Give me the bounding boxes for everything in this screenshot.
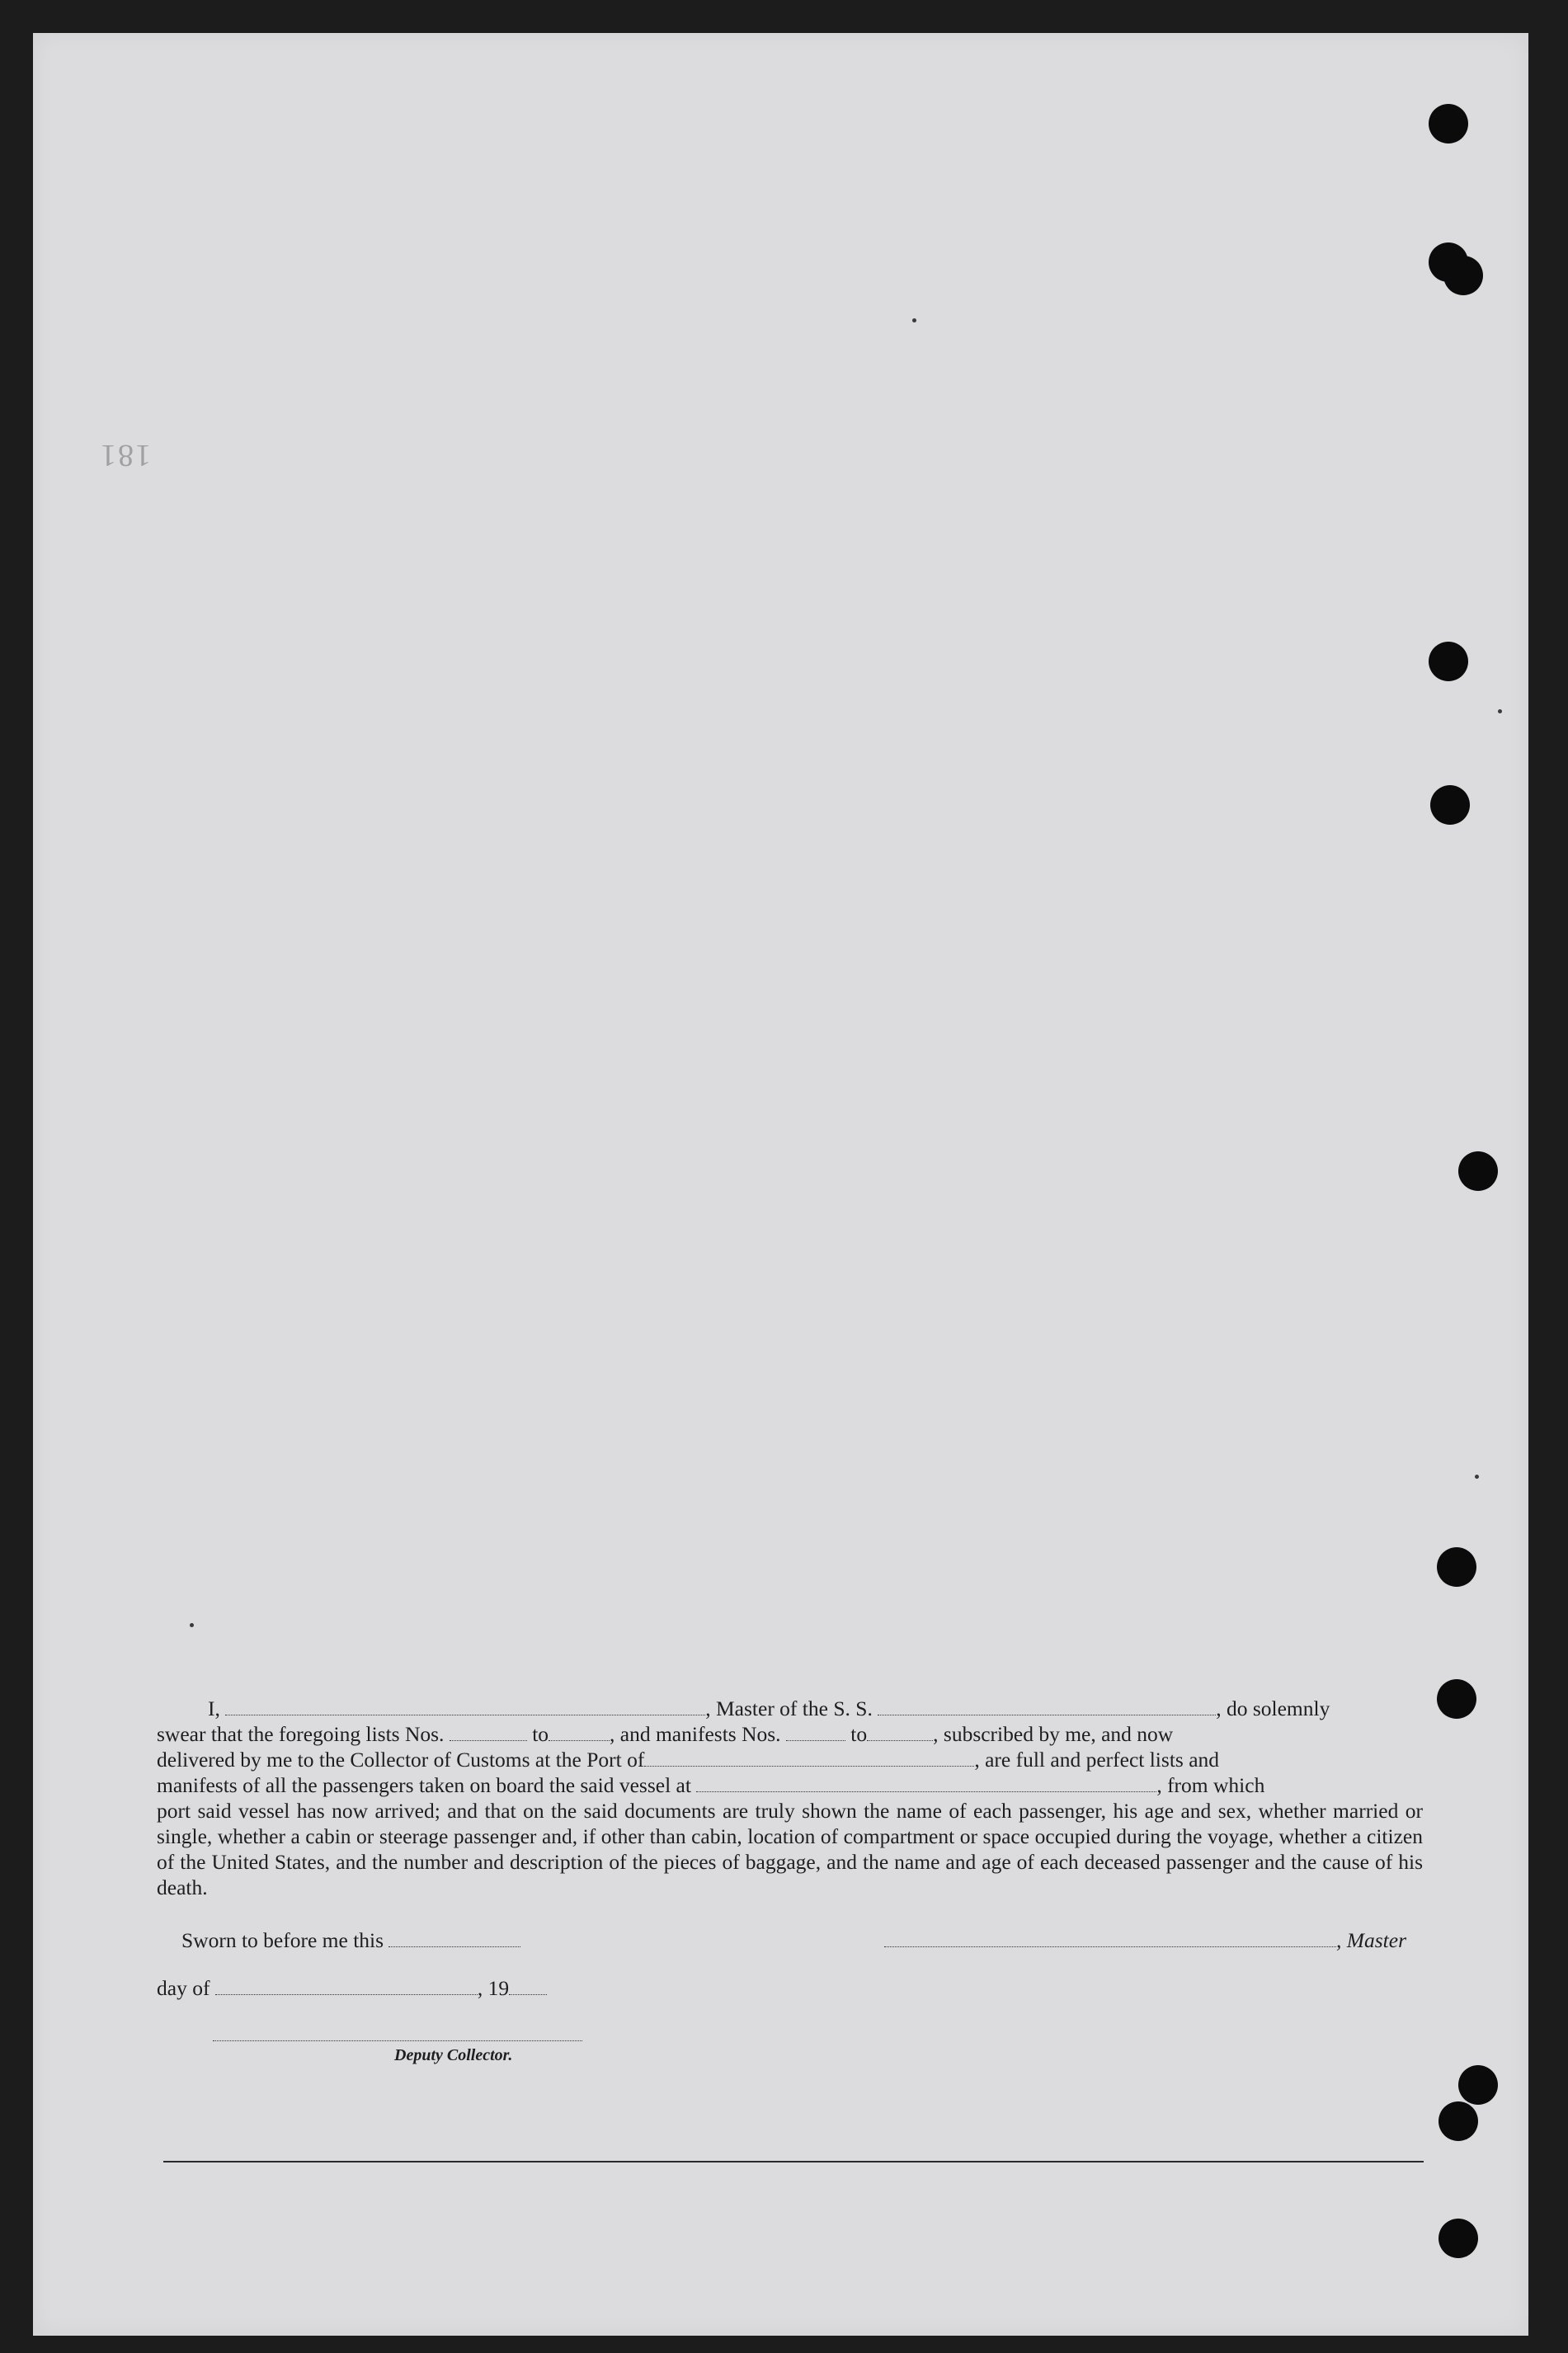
oath-line-1 (157, 1696, 1423, 1721)
oath-text: , and manifests Nos. (610, 1722, 781, 1746)
oath-line-2 (157, 1721, 1423, 1747)
ship-name-field[interactable] (878, 1700, 1216, 1715)
punch-hole (1437, 1679, 1476, 1719)
oath-text: I, (208, 1697, 220, 1720)
master-signature (884, 1928, 1406, 1953)
deputy-collector-label: Deputy Collector. (394, 2046, 513, 2064)
oath-line-3 (157, 1747, 1423, 1772)
punch-hole (1430, 785, 1470, 825)
punch-hole (1458, 1151, 1498, 1191)
oath-text: , do solemnly (1216, 1697, 1330, 1720)
dust-speck (912, 318, 916, 322)
punch-hole (1439, 2101, 1478, 2141)
manifests-to-field[interactable] (867, 1725, 933, 1741)
sworn-label: Sworn to before me this (181, 1928, 384, 1952)
port-field[interactable] (644, 1751, 974, 1767)
oath-text: , are full and perfect lists and (974, 1748, 1220, 1772)
oath-text: to (850, 1722, 868, 1746)
oath-text: to (532, 1722, 549, 1746)
punch-hole (1443, 256, 1483, 295)
oath-paragraph (157, 1696, 1423, 1900)
day-row (157, 1976, 547, 2001)
oath-text: manifests of all the passengers taken on board the said vessel at (157, 1773, 691, 1797)
oath-text: , subscribed by me, and now (933, 1722, 1174, 1746)
year-prefix: , 19 (477, 1976, 510, 2000)
dust-speck (1475, 1475, 1479, 1479)
deputy-signature-field[interactable] (213, 2040, 582, 2041)
punch-hole (1429, 104, 1468, 144)
day-month-field[interactable] (215, 1979, 478, 1995)
embark-port-field[interactable] (696, 1777, 1156, 1792)
manifests-from-field[interactable] (786, 1725, 845, 1741)
punch-hole (1437, 1547, 1476, 1587)
oath-line-4 (157, 1772, 1423, 1798)
punch-hole (1429, 642, 1468, 681)
day-label: day of (157, 1976, 210, 2000)
master-signature-field[interactable] (884, 1932, 1336, 1947)
oath-text: , from which (1156, 1773, 1265, 1797)
master-name-field[interactable] (225, 1700, 705, 1715)
year-field[interactable] (509, 1979, 547, 1995)
stamp-number: 181 (99, 438, 151, 473)
document-page (33, 33, 1528, 2336)
master-label: , Master (1336, 1928, 1406, 1952)
dust-speck (190, 1623, 194, 1627)
punch-hole (1458, 2065, 1498, 2105)
oath-body-text: port said vessel has now arrived; and that on the said documents are truly shown the name of each passenger, his age and sex, whether married or single, whether a cabin or steerage passenger and, if other than cabin, location of compartment or space occupied during the voyage, whether a citizen of the United States, and the number and description of the pieces of baggage, and the name and age of each deceased passenger and the cause of his death. (157, 1799, 1423, 1899)
oath-text: swear that the foregoing lists Nos. (157, 1722, 445, 1746)
lists-from-field[interactable] (450, 1725, 527, 1741)
oath-text: , Master of the S. S. (705, 1697, 873, 1720)
oath-text: delivered by me to the Collector of Customs at the Port of (157, 1748, 645, 1772)
sworn-date-field[interactable] (388, 1932, 520, 1947)
punch-hole (1439, 2219, 1478, 2258)
bottom-rule (163, 2161, 1424, 2162)
lists-to-field[interactable] (549, 1725, 610, 1741)
dust-speck (1498, 709, 1502, 713)
